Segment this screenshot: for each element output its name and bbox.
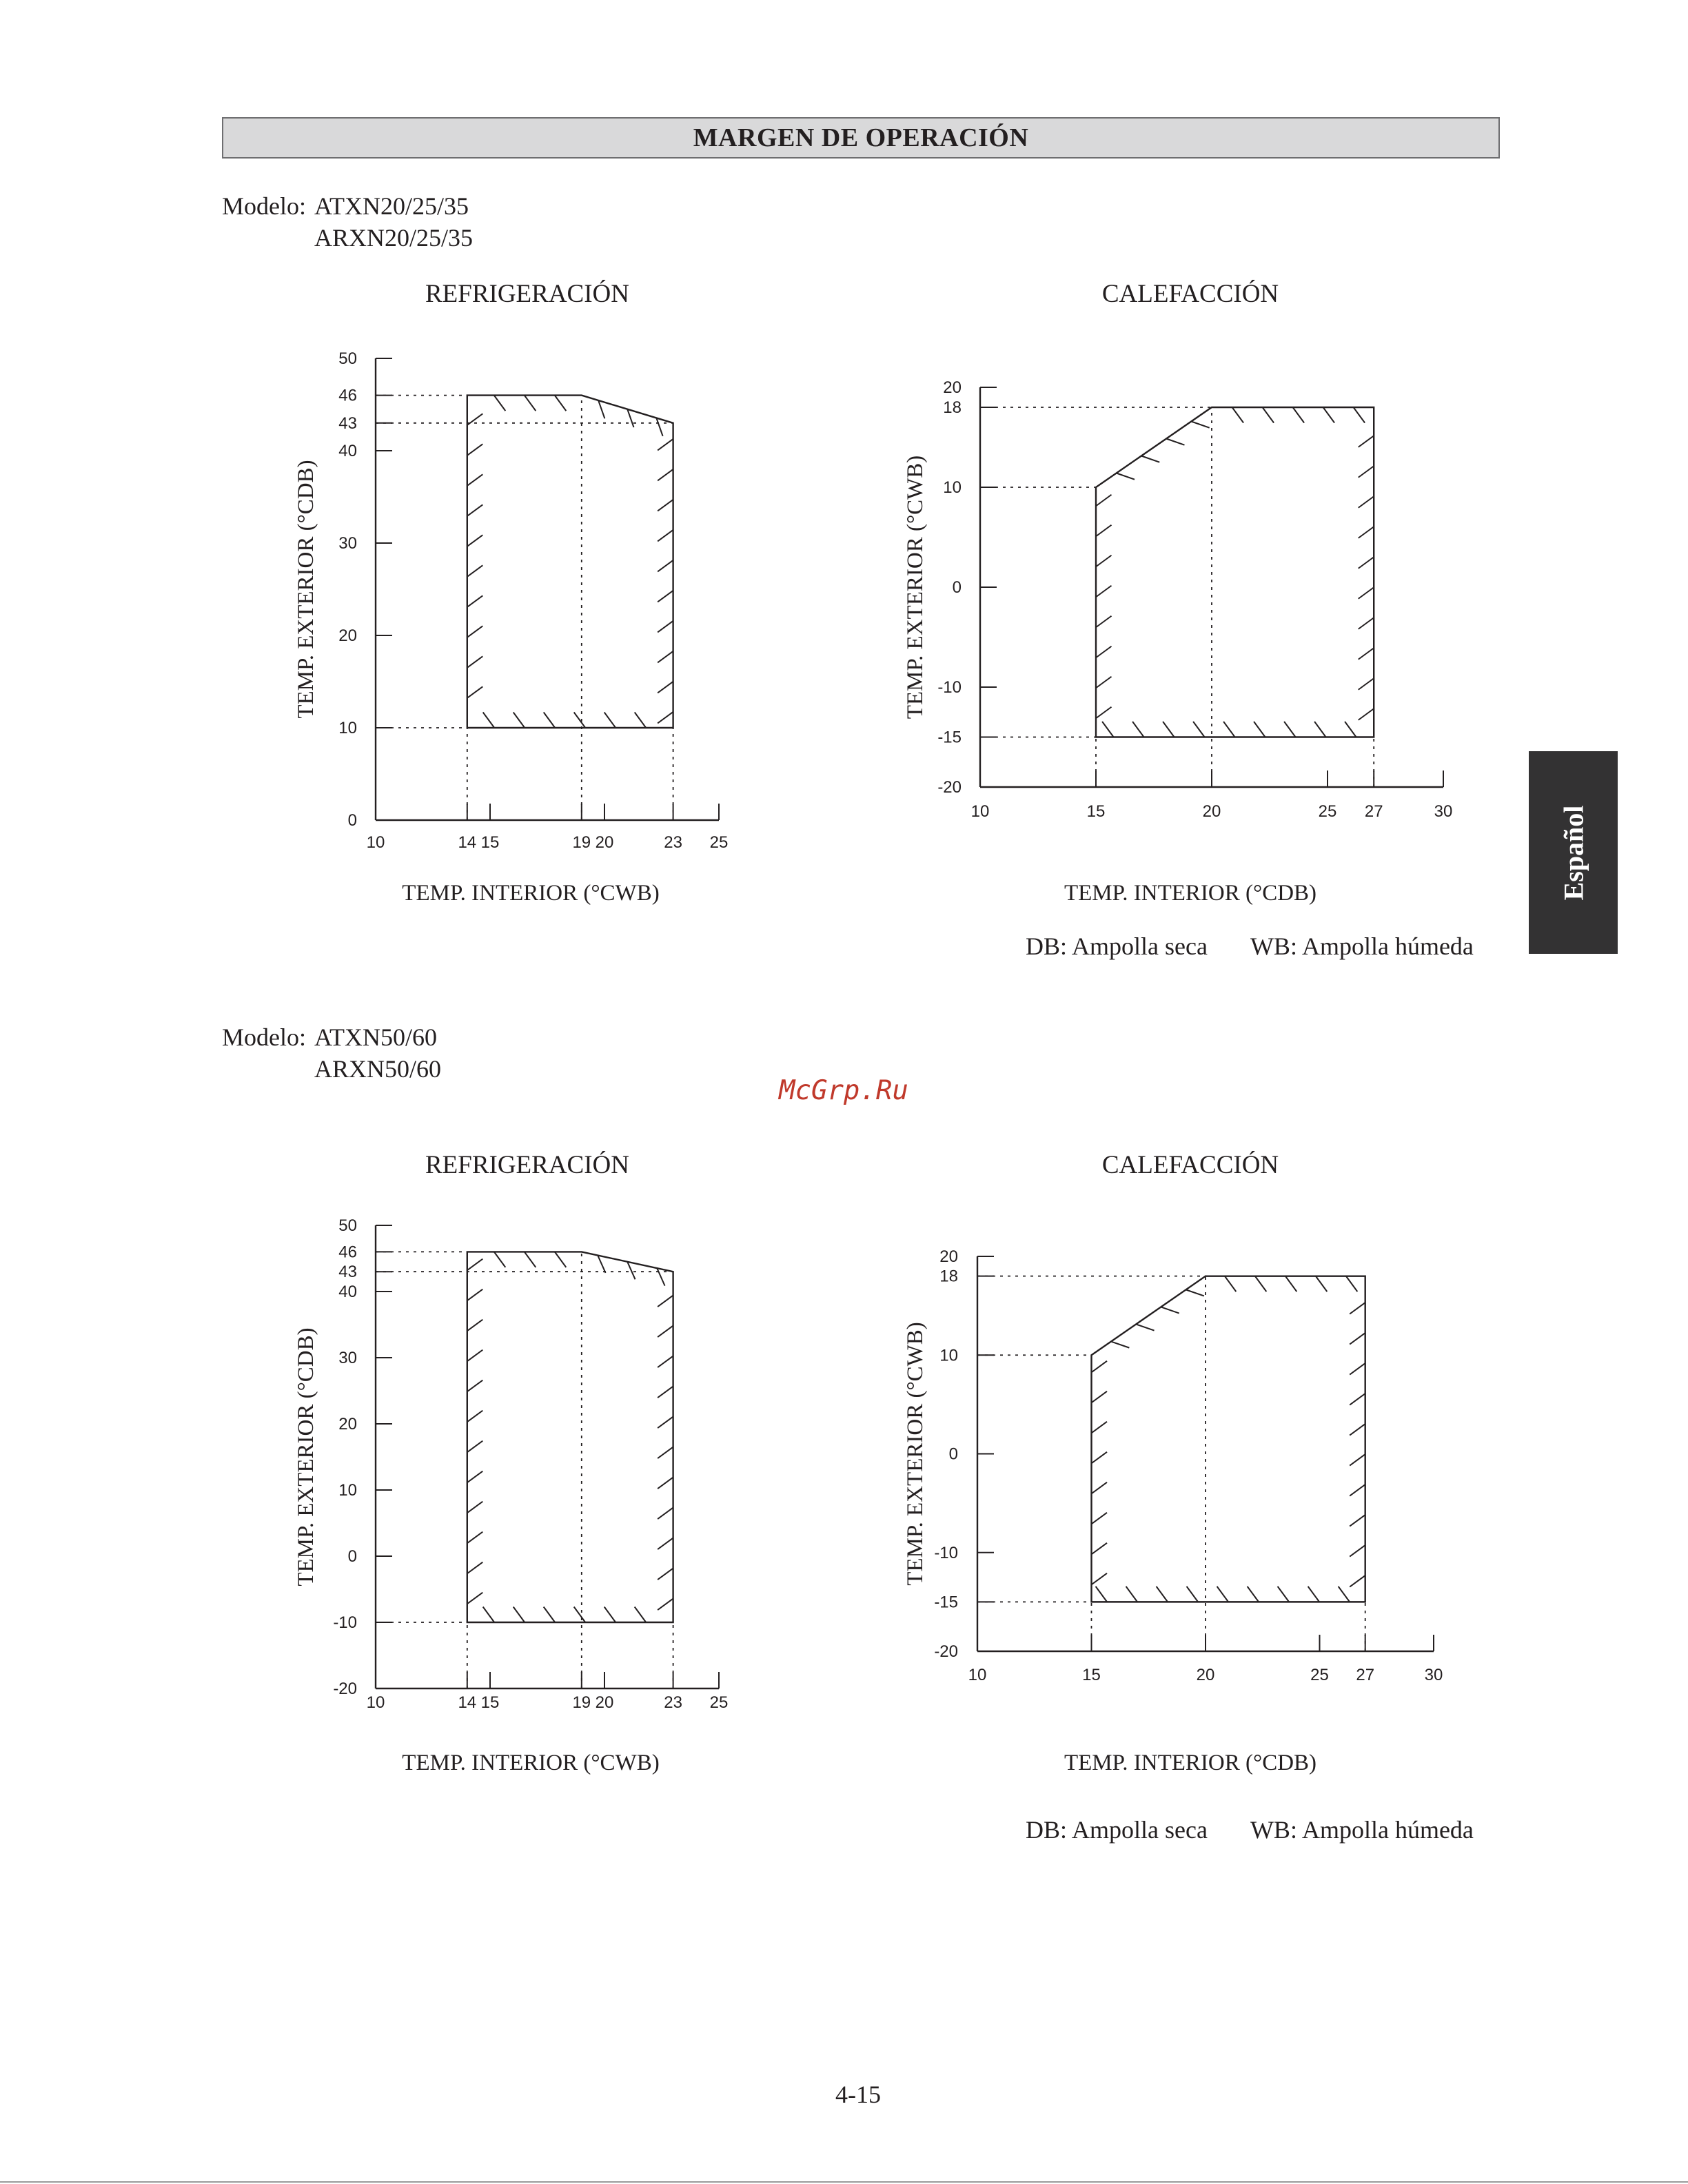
hatch-mark — [1350, 1515, 1365, 1527]
operating-region — [1096, 407, 1374, 737]
y-tick-label: 20 — [939, 1247, 958, 1266]
hatch-mark — [1191, 421, 1209, 427]
hatch-mark — [1141, 456, 1159, 462]
hatch-mark — [1096, 555, 1112, 567]
x-axis-label: TEMP. INTERIOR (°CWB) — [402, 881, 660, 906]
y-axis-label: TEMP. EXTERIOR (°CWB) — [903, 1322, 928, 1586]
hatch-mark — [1225, 1276, 1237, 1292]
model-prefix: Modelo: — [222, 192, 306, 220]
hatch-mark — [1323, 407, 1335, 423]
hatch-mark — [1096, 616, 1112, 628]
hatch-mark — [1096, 646, 1112, 658]
hatch-mark — [1350, 1484, 1365, 1496]
hatch-mark — [658, 1538, 673, 1550]
x-tick-label: 10 — [366, 833, 385, 852]
hatch-mark — [1350, 1575, 1365, 1587]
hatch-mark — [1096, 1586, 1108, 1602]
hatch-mark — [658, 682, 673, 693]
hatch-mark — [658, 1447, 673, 1459]
hatch-mark — [467, 1562, 483, 1574]
hatch-mark — [467, 626, 483, 637]
hatch-mark — [1350, 1454, 1365, 1466]
hatch-mark — [1350, 1363, 1365, 1375]
y-tick-label: -20 — [937, 778, 962, 797]
chart-heating-1 — [903, 279, 1452, 906]
hatch-mark — [467, 1320, 483, 1331]
chart-cooling-2 — [294, 1150, 728, 1775]
legend-db: DB: Ampolla seca — [1026, 1816, 1208, 1844]
hatch-mark — [1359, 466, 1374, 478]
hatch-mark — [483, 713, 495, 728]
hatch-mark — [1314, 722, 1326, 737]
hatch-mark — [483, 1607, 495, 1623]
y-tick-label: -10 — [333, 1613, 357, 1632]
hatch-mark — [1092, 1513, 1108, 1524]
hatch-mark — [494, 396, 506, 411]
hatch-mark — [1293, 407, 1305, 423]
hatch-mark — [467, 1502, 483, 1513]
x-tick-label: 25 — [709, 833, 729, 852]
y-axis-label: TEMP. EXTERIOR (°CWB) — [903, 455, 928, 720]
hatch-mark — [1359, 708, 1374, 720]
hatch-mark — [467, 504, 483, 516]
model-name-outdoor: ARXN50/60 — [314, 1055, 442, 1083]
hatch-mark — [1096, 586, 1112, 598]
y-tick-label: -10 — [934, 1543, 958, 1562]
x-axis-label: TEMP. INTERIOR (°CDB) — [1064, 1751, 1317, 1775]
y-tick-label: -10 — [937, 678, 962, 697]
hatch-mark — [1232, 407, 1244, 423]
hatch-mark — [1126, 1586, 1138, 1602]
hatch-mark — [467, 1350, 483, 1362]
hatch-mark — [1346, 1276, 1358, 1292]
model-name-indoor: ATXN20/25/35 — [314, 192, 469, 220]
x-tick-label: 20 — [595, 1693, 614, 1712]
hatch-mark — [1350, 1303, 1365, 1314]
y-tick-label: 40 — [338, 442, 357, 460]
y-tick-label: 43 — [338, 414, 357, 433]
hatch-mark — [1111, 1342, 1129, 1348]
hatch-mark — [467, 1380, 483, 1392]
x-tick-label: 25 — [1318, 802, 1337, 821]
y-tick-label: 20 — [943, 378, 962, 397]
hatch-mark — [658, 530, 673, 542]
chart-title: REFRIGERACIÓN — [425, 1151, 630, 1179]
x-axis-label: TEMP. INTERIOR (°CWB) — [402, 1751, 660, 1775]
hatch-mark — [1354, 407, 1365, 423]
hatch-mark — [467, 686, 483, 698]
hatch-mark — [1316, 1276, 1328, 1292]
hatch-mark — [1092, 1573, 1108, 1585]
x-tick-label: 15 — [480, 1693, 500, 1712]
hatch-mark — [635, 713, 647, 728]
x-tick-label: 30 — [1434, 802, 1453, 821]
x-tick-label: 20 — [1196, 1666, 1215, 1684]
hatch-mark — [598, 1255, 605, 1272]
y-axis-label: TEMP. EXTERIOR (°CDB) — [294, 460, 318, 719]
hatch-mark — [1092, 1452, 1108, 1464]
hatch-mark — [604, 713, 616, 728]
x-tick-label: 10 — [970, 802, 990, 821]
hatch-mark — [657, 1268, 664, 1285]
hatch-mark — [1255, 1276, 1267, 1292]
y-tick-label: 20 — [338, 626, 357, 645]
hatch-mark — [1092, 1391, 1108, 1403]
chart-title: CALEFACCIÓN — [1101, 280, 1279, 308]
hatch-mark — [467, 444, 483, 456]
hatch-mark — [658, 1508, 673, 1520]
hatch-mark — [1359, 436, 1374, 447]
y-tick-label: -15 — [934, 1593, 958, 1612]
hatch-mark — [1350, 1333, 1365, 1345]
hatch-mark — [1166, 438, 1184, 445]
region-hatching — [467, 1252, 673, 1622]
hatch-mark — [1285, 1276, 1297, 1292]
y-tick-label: 50 — [338, 349, 357, 368]
hatch-mark — [658, 1478, 673, 1489]
hatch-mark — [1254, 722, 1265, 737]
legend-db: DB: Ampolla seca — [1026, 932, 1208, 960]
y-tick-label: 46 — [338, 1243, 357, 1262]
y-tick-label: 30 — [338, 1349, 357, 1367]
model-prefix: Modelo: — [222, 1023, 306, 1051]
y-tick-label: 10 — [939, 1346, 958, 1365]
y-tick-label: 18 — [943, 398, 962, 417]
y-tick-label: 0 — [948, 1445, 958, 1464]
hatch-mark — [494, 1252, 506, 1267]
hatch-mark — [1092, 1543, 1108, 1555]
x-tick-label: 23 — [664, 833, 682, 852]
hatch-mark — [658, 591, 673, 602]
x-tick-label: 15 — [1082, 1666, 1101, 1684]
hatch-mark — [658, 469, 673, 481]
hatch-mark — [1263, 407, 1274, 423]
legend-wb: WB: Ampolla húmeda — [1250, 932, 1474, 960]
hatch-mark — [574, 713, 586, 728]
hatch-mark — [467, 565, 483, 577]
hatch-mark — [658, 1569, 673, 1580]
hatch-mark — [1157, 1586, 1168, 1602]
hatch-mark — [1359, 496, 1374, 508]
y-axis-label: TEMP. EXTERIOR (°CDB) — [294, 1327, 318, 1586]
x-tick-label: 19 — [572, 833, 591, 852]
y-tick-label: 10 — [943, 478, 962, 497]
hatch-mark — [1161, 1307, 1179, 1313]
hatch-mark — [467, 1471, 483, 1483]
hatch-mark — [658, 621, 673, 633]
hatch-mark — [656, 418, 662, 436]
y-tick-label: 30 — [338, 534, 357, 553]
chart-title: REFRIGERACIÓN — [425, 280, 630, 308]
hatch-mark — [1102, 722, 1114, 737]
region-hatching — [467, 396, 673, 728]
hatch-mark — [1278, 1586, 1290, 1602]
y-tick-label: -20 — [934, 1642, 958, 1661]
hatch-mark — [574, 1607, 586, 1623]
x-axis-label: TEMP. INTERIOR (°CDB) — [1064, 881, 1317, 906]
y-tick-label: 46 — [338, 386, 357, 405]
x-tick-label: 30 — [1424, 1666, 1443, 1684]
chart-title: CALEFACCIÓN — [1101, 1151, 1279, 1179]
hatch-mark — [1248, 1586, 1259, 1602]
hatch-mark — [1345, 722, 1356, 737]
y-tick-label: 50 — [338, 1216, 357, 1235]
hatch-mark — [467, 1593, 483, 1604]
hatch-mark — [1186, 1289, 1204, 1296]
language-tab — [1529, 751, 1618, 954]
y-tick-label: -20 — [333, 1680, 357, 1698]
region-hatching — [1096, 407, 1374, 737]
y-tick-label: 10 — [338, 719, 357, 737]
hatch-mark — [1359, 648, 1374, 660]
region-hatching — [1092, 1276, 1365, 1602]
hatch-mark — [467, 595, 483, 607]
y-tick-label: 0 — [347, 811, 357, 830]
chart-heating-2 — [903, 1150, 1443, 1775]
y-tick-label: 20 — [338, 1415, 357, 1433]
hatch-mark — [555, 1252, 567, 1267]
hatch-mark — [467, 1411, 483, 1422]
hatch-mark — [658, 1387, 673, 1398]
language-tab-label: Español — [1558, 805, 1589, 900]
hatch-mark — [555, 396, 567, 411]
hatch-mark — [1359, 557, 1374, 569]
model-name-indoor: ATXN50/60 — [314, 1023, 437, 1051]
y-tick-label: 0 — [347, 1547, 357, 1566]
x-tick-label: 10 — [968, 1666, 987, 1684]
y-tick-label: 10 — [338, 1481, 357, 1500]
operating-region — [467, 1252, 673, 1622]
page-number: 4-15 — [835, 2081, 881, 2108]
y-tick-label: -15 — [937, 728, 962, 747]
x-tick-label: 15 — [1086, 802, 1106, 821]
x-tick-label: 14 — [458, 1693, 477, 1712]
hatch-mark — [1350, 1394, 1365, 1405]
hatch-mark — [658, 1417, 673, 1429]
x-tick-label: 25 — [709, 1693, 729, 1712]
x-tick-label: 10 — [366, 1693, 385, 1712]
hatch-mark — [1359, 527, 1374, 538]
hatch-mark — [1339, 1586, 1350, 1602]
hatch-mark — [1284, 722, 1296, 737]
hatch-mark — [525, 396, 536, 411]
x-tick-label: 15 — [480, 833, 500, 852]
hatch-mark — [658, 560, 673, 572]
model-name-outdoor: ARXN20/25/35 — [314, 224, 474, 252]
hatch-mark — [1132, 722, 1144, 737]
operating-region — [1092, 1276, 1365, 1602]
hatch-mark — [1092, 1482, 1108, 1494]
hatch-mark — [1117, 473, 1135, 480]
hatch-mark — [627, 409, 633, 427]
hatch-mark — [467, 1532, 483, 1544]
y-tick-label: 0 — [952, 578, 962, 597]
y-tick-label: 40 — [338, 1283, 357, 1301]
legend-1 — [1026, 932, 1474, 961]
hatch-mark — [1350, 1424, 1365, 1436]
x-tick-label: 23 — [664, 1693, 682, 1712]
hatch-mark — [658, 439, 673, 451]
hatch-mark — [1223, 722, 1235, 737]
hatch-mark — [658, 1326, 673, 1338]
page-title: MARGEN DE OPERACIÓN — [693, 123, 1029, 152]
hatch-mark — [1359, 587, 1374, 599]
hatch-mark — [1136, 1324, 1154, 1330]
hatch-mark — [1217, 1586, 1229, 1602]
hatch-mark — [513, 1607, 525, 1623]
x-tick-label: 20 — [1202, 802, 1221, 821]
hatch-mark — [604, 1607, 616, 1623]
hatch-mark — [1359, 678, 1374, 690]
hatch-mark — [1096, 707, 1112, 719]
hatch-mark — [658, 1599, 673, 1611]
hatch-mark — [467, 1289, 483, 1301]
hatch-mark — [658, 1356, 673, 1368]
hatch-mark — [658, 500, 673, 511]
x-tick-label: 14 — [458, 833, 477, 852]
hatch-mark — [635, 1607, 647, 1623]
hatch-mark — [467, 656, 483, 668]
x-tick-label: 27 — [1356, 1666, 1375, 1684]
hatch-mark — [1096, 495, 1112, 507]
hatch-mark — [658, 712, 673, 724]
hatch-mark — [1359, 618, 1374, 629]
hatch-mark — [1092, 1422, 1108, 1433]
x-tick-label: 27 — [1364, 802, 1383, 821]
watermark: McGrp.Ru — [779, 1075, 908, 1106]
hatch-mark — [627, 1262, 635, 1279]
hatch-mark — [544, 1607, 556, 1623]
hatch-mark — [1092, 1361, 1108, 1373]
hatch-mark — [467, 1259, 483, 1271]
hatch-mark — [658, 651, 673, 663]
page-bottom-rule — [0, 2181, 1688, 2183]
hatch-mark — [1193, 722, 1205, 737]
hatch-mark — [1096, 525, 1112, 537]
hatch-mark — [1163, 722, 1175, 737]
x-tick-label: 25 — [1310, 1666, 1329, 1684]
hatch-mark — [467, 474, 483, 486]
legend-2 — [1026, 1815, 1474, 1844]
hatch-mark — [1350, 1545, 1365, 1557]
hatch-mark — [467, 1441, 483, 1453]
chart-cooling-1 — [294, 279, 728, 906]
hatch-mark — [467, 535, 483, 547]
operating-region — [467, 396, 673, 728]
x-tick-label: 19 — [572, 1693, 591, 1712]
hatch-mark — [525, 1252, 536, 1267]
legend-wb: WB: Ampolla húmeda — [1250, 1816, 1474, 1844]
hatch-mark — [1187, 1586, 1199, 1602]
x-tick-label: 20 — [595, 833, 614, 852]
hatch-mark — [513, 713, 525, 728]
y-tick-label: 18 — [939, 1267, 958, 1286]
hatch-mark — [598, 400, 604, 418]
hatch-mark — [1096, 677, 1112, 688]
hatch-mark — [658, 1296, 673, 1307]
hatch-mark — [544, 713, 556, 728]
hatch-mark — [1308, 1586, 1320, 1602]
y-tick-label: 43 — [338, 1263, 357, 1282]
